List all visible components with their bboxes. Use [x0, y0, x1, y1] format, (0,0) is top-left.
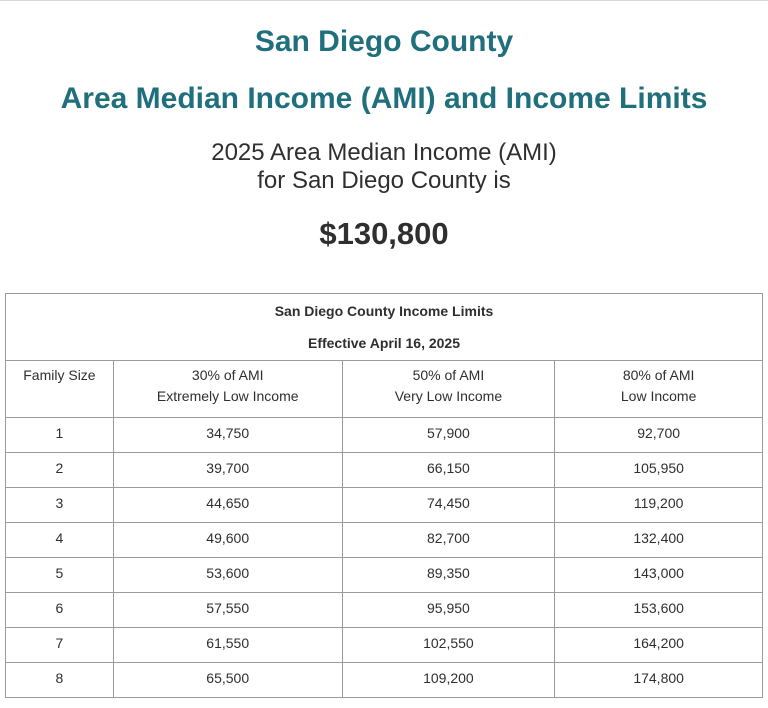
table-caption-effective-date: Effective April 16, 2025 — [307, 335, 460, 351]
table-row — [6, 488, 763, 523]
cell-value: 82,700 — [427, 530, 470, 546]
ami-50-cell — [342, 488, 555, 523]
ami-80-cell — [555, 663, 763, 698]
cell-value: 8 — [55, 670, 64, 686]
family-size-cell — [6, 663, 114, 698]
cell-value: 2 — [55, 460, 64, 476]
ami-30-cell — [113, 593, 342, 628]
table-caption — [6, 294, 763, 361]
table-row — [6, 663, 763, 698]
column-header-sublabel: Extremely Low Income — [156, 388, 299, 404]
column-header-80-ami — [555, 361, 763, 418]
page-subtitle: Area Median Income (AMI) and Income Limits — [60, 82, 708, 115]
cell-value: 119,200 — [633, 495, 684, 511]
ami-30-cell — [113, 418, 342, 453]
cell-value: 7 — [55, 635, 64, 651]
cell-value: 143,000 — [633, 565, 684, 581]
cell-value: 1 — [55, 425, 64, 441]
cell-value: 44,650 — [206, 495, 250, 511]
income-limits-table — [5, 293, 763, 698]
cell-value: 109,200 — [423, 670, 474, 686]
ami-50-cell — [342, 663, 555, 698]
ami-50-cell — [342, 628, 555, 663]
cell-value: 57,550 — [206, 600, 250, 616]
column-header-50-ami — [342, 361, 555, 418]
ami-80-cell — [555, 523, 763, 558]
cell-value: 34,750 — [206, 425, 250, 441]
cell-value: 105,950 — [633, 460, 684, 476]
family-size-cell — [6, 593, 114, 628]
ami-50-cell — [342, 453, 555, 488]
ami-30-cell — [113, 488, 342, 523]
ami-30-cell — [113, 558, 342, 593]
column-header-sublabel: Very Low Income — [394, 388, 503, 404]
cell-value: 95,950 — [427, 600, 470, 616]
ami-30-cell — [113, 663, 342, 698]
table-row — [6, 558, 763, 593]
ami-50-cell — [342, 418, 555, 453]
ami-50-cell — [342, 523, 555, 558]
table-caption-title: San Diego County Income Limits — [274, 303, 494, 319]
column-header-30-ami — [113, 361, 342, 418]
page-title: San Diego County — [254, 25, 514, 58]
cell-value: 74,450 — [427, 495, 470, 511]
table-row — [6, 523, 763, 558]
column-header-sublabel: Low Income — [620, 388, 697, 404]
cell-value: 57,900 — [427, 425, 470, 441]
cell-value: 132,400 — [633, 530, 684, 546]
cell-value: 5 — [55, 565, 64, 581]
family-size-cell — [6, 628, 114, 663]
family-size-cell — [6, 523, 114, 558]
ami-30-cell — [113, 628, 342, 663]
column-header-label: 50% of AMI — [412, 367, 485, 383]
table-row — [6, 593, 763, 628]
cell-value: 53,600 — [206, 565, 250, 581]
family-size-cell — [6, 488, 114, 523]
ami-50-cell — [342, 593, 555, 628]
cell-value: 4 — [55, 530, 64, 546]
ami-statement-line2: for San Diego County is — [257, 167, 511, 194]
cell-value: 3 — [55, 495, 64, 511]
cell-value: 6 — [55, 600, 64, 616]
table-row — [6, 453, 763, 488]
ami-80-cell — [555, 488, 763, 523]
top-divider — [0, 0, 768, 1]
table-row — [6, 418, 763, 453]
column-header-label: 80% of AMI — [622, 367, 695, 383]
table-row — [6, 628, 763, 663]
cell-value: 153,600 — [633, 600, 684, 616]
cell-value: 61,550 — [206, 635, 250, 651]
ami-80-cell — [555, 593, 763, 628]
ami-30-cell — [113, 523, 342, 558]
ami-50-cell — [342, 558, 555, 593]
table-header-row — [6, 361, 763, 418]
family-size-cell — [6, 418, 114, 453]
ami-value: $130,800 — [319, 216, 449, 251]
cell-value: 92,700 — [637, 425, 681, 441]
ami-80-cell — [555, 453, 763, 488]
cell-value: 102,550 — [423, 635, 474, 651]
cell-value: 174,800 — [633, 670, 684, 686]
ami-80-cell — [555, 418, 763, 453]
column-header-family-size — [6, 361, 114, 418]
family-size-cell — [6, 558, 114, 593]
ami-30-cell — [113, 453, 342, 488]
ami-statement-line1: 2025 Area Median Income (AMI) — [211, 139, 557, 166]
cell-value: 65,500 — [206, 670, 250, 686]
ami-80-cell — [555, 558, 763, 593]
ami-80-cell — [555, 628, 763, 663]
cell-value: 164,200 — [633, 635, 684, 651]
column-header-label: 30% of AMI — [191, 367, 264, 383]
cell-value: 66,150 — [427, 460, 470, 476]
cell-value: 49,600 — [206, 530, 250, 546]
table-caption-row — [6, 294, 763, 361]
family-size-cell — [6, 453, 114, 488]
cell-value: 39,700 — [206, 460, 250, 476]
table-body — [6, 418, 763, 698]
cell-value: 89,350 — [427, 565, 470, 581]
column-header-label: Family Size — [23, 367, 96, 383]
